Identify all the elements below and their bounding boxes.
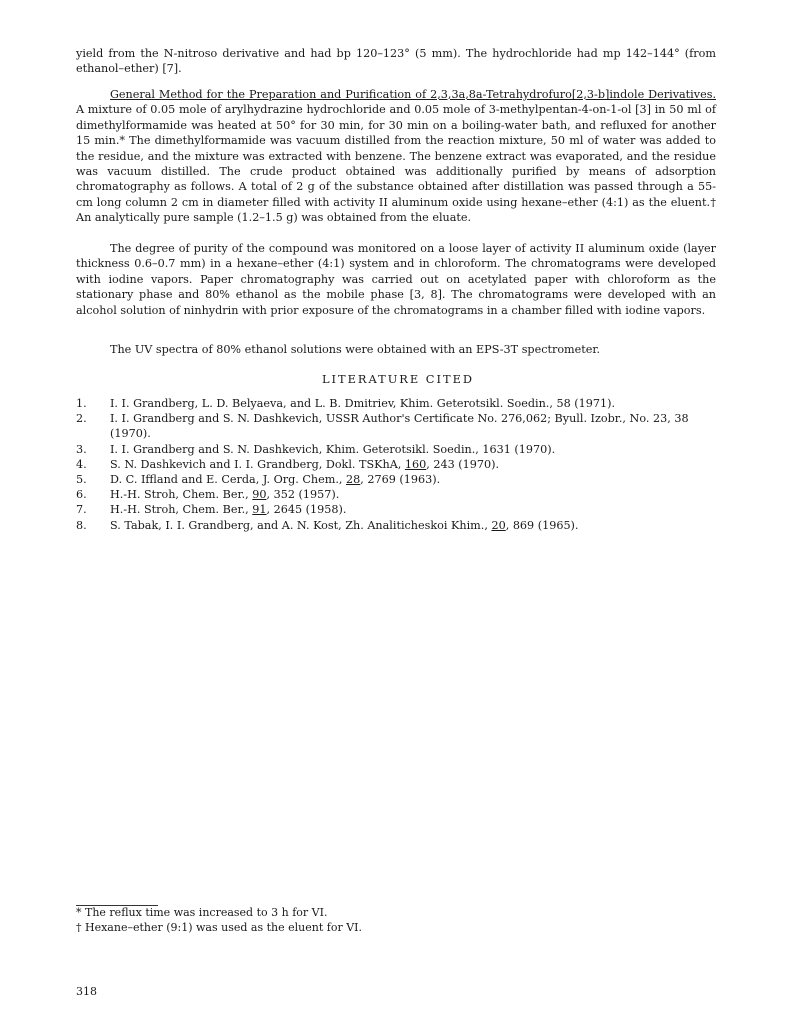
reference-list — [76, 396, 716, 533]
intro-text — [76, 46, 716, 77]
reference-item: 2. I. I. Grandberg and S. N. Dashkevich, USSR Author's Certificate No. 276,062; Byull. Izobr., No. 23, 38 (1970). — [76, 412, 689, 441]
method-section — [76, 87, 716, 226]
reference-item: 6. H.-H. Stroh, Chem. Ber., 90, 352 (1957). — [76, 488, 340, 502]
reference-item: 3. I. I. Grandberg and S. N. Dashkevich, Khim. Geterotsikl. Soedin., 1631 (1970). — [76, 442, 556, 456]
method-body: A mixture of 0.05 mole of arylhydrazine hydrochloride and 0.05 mole of 3-methylpentan-4-on-1-ol [3] in 50 ml of dimethylformamide was heated at 50° for 30 min, for 30 min on a boiling-water bath, and refluxed for another 15 min.* The dimethylformamide was vacuum distilled from the reaction mixture, 50 ml of water was added to the residue, and the mixture was extracted with benzene. The benzene extract was evaporated, and the residue was vacuum distilled. The crude product obtained was additionally purified by means of adsorption chromatography as follows. A total of 2 g of the substance obtained after distillation was passed through a 55-cm long column 2 cm in diameter filled with activity II aluminum oxide using hexane–ether (4:1) as the eluent.† An analytically pure sample (1.2–1.5 g) was obtained from the eluate. — [76, 103, 716, 225]
reference-item: 7. H.-H. Stroh, Chem. Ber., 91, 2645 (1958). — [76, 503, 347, 517]
method-heading: General Method for the Preparation and Purification of 2,3,3a,8a-Tetrahydrofuro[2,3-b]indole Derivatives. — [110, 88, 716, 101]
footnote-asterisk: * The reflux time was increased to 3 h for VI. — [76, 906, 328, 919]
reference-item: 4. S. N. Dashkevich and I. I. Grandberg, Dokl. TSKhA, 160, 243 (1970). — [76, 457, 500, 471]
reference-item: 5. D. C. Iffland and E. Cerda, J. Org. Chem., 28, 2769 (1963). — [76, 473, 441, 487]
uv-section — [76, 342, 716, 357]
literature-heading: LITERATURE CITED — [321, 372, 475, 386]
page-number: 318 — [76, 985, 97, 998]
reference-item: 1. I. I. Grandberg, L. D. Belyaeva, and L. B. Dmitriev, Khim. Geterotsikl. Soedin., 58 (1971). — [76, 397, 616, 410]
footnote-dagger: † Hexane–ether (9:1) was used as the eluent for VI. — [76, 920, 362, 934]
reference-item: 8. S. Tabak, I. I. Grandberg, and A. N. Kost, Zh. Analiticheskoi Khim., 20, 869 (1965). — [76, 518, 579, 532]
paragraph-purity: The degree of purity of the compound was monitored on a loose layer of activity II aluminum oxide (layer thickness 0.6–0.7 mm) in a hexane–ether (4:1) system and in chloroform. The chromatograms were developed with iodine vapors. Paper chromatography was carried out on acetylated paper with chloroform as the stationary phase and 80% ethanol as the mobile phase [3, 8]. The chromatograms were developed with an alcohol solution of ninhydrin with prior exposure of the chromatograms in a chamber filled with iodine vapors. — [76, 242, 716, 317]
footnotes — [76, 906, 716, 935]
paragraph-uv: The UV spectra of 80% ethanol solutions were obtained with an EPS-3T spectrometer. — [110, 343, 601, 356]
paragraph-method — [76, 87, 716, 226]
purity-section — [76, 241, 716, 318]
paragraph-continuation: yield from the N-nitroso derivative and had bp 120–123° (5 mm). The hydrochloride had mp 142–144° (from ethanol–ether) [7]. — [76, 47, 716, 76]
